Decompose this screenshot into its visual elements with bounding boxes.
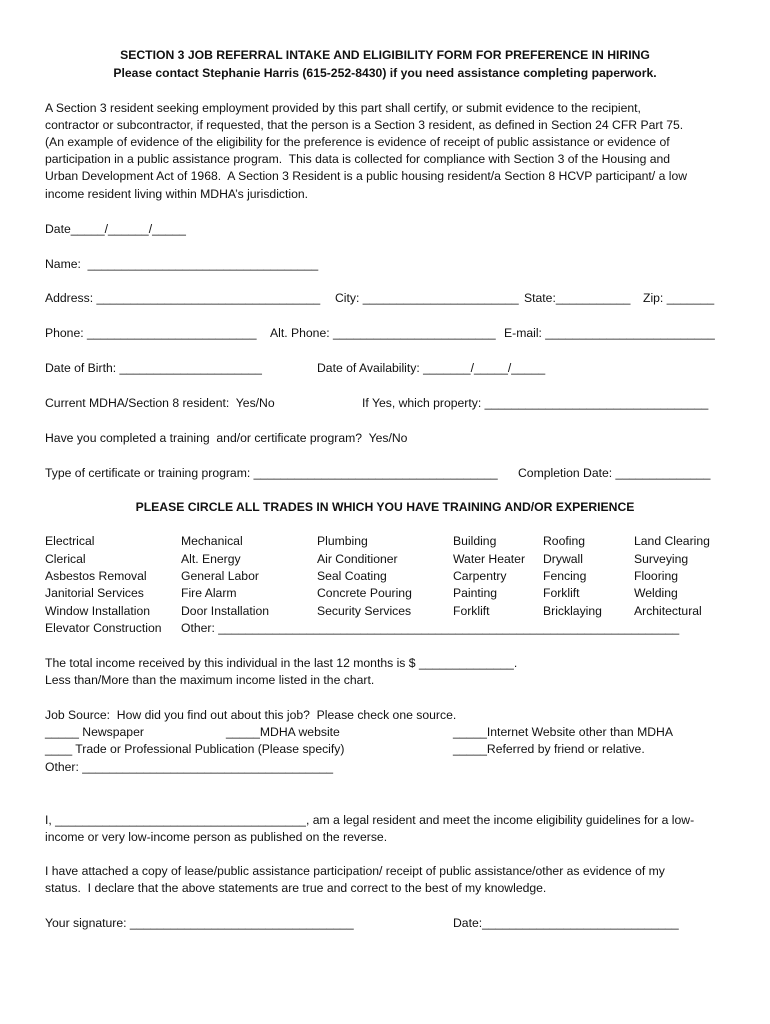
trade-elevator-construction[interactable]: Elevator Construction bbox=[45, 621, 162, 635]
trade-drywall[interactable]: Drywall bbox=[543, 552, 583, 566]
source-other-field[interactable]: Other: _____________________________________ bbox=[45, 760, 334, 774]
income-field[interactable]: The total income received by this individual in the last 12 months is $ ______________. bbox=[45, 656, 518, 670]
form-subtitle: Please contact Stephanie Harris (615-252-8430) if you need assistance completing paperwork. bbox=[113, 66, 657, 80]
trade-concrete-pouring[interactable]: Concrete Pouring bbox=[317, 586, 412, 600]
source-trade-publication[interactable]: ____ Trade or Professional Publication (Please specify) bbox=[45, 742, 345, 756]
availability-field[interactable]: Date of Availability: _______/_____/_____ bbox=[317, 361, 546, 375]
source-newspaper[interactable]: _____ Newspaper bbox=[45, 725, 144, 739]
trade-other-field[interactable]: Other: ____________________________________________________________________ bbox=[181, 621, 680, 635]
certificate-type-field[interactable]: Type of certificate or training program: ____________________________________ bbox=[45, 466, 498, 480]
trade-door-installation[interactable]: Door Installation bbox=[181, 604, 270, 618]
trade-water-heater[interactable]: Water Heater bbox=[453, 552, 526, 566]
email-field[interactable]: E-mail: _________________________ bbox=[504, 326, 715, 340]
trade-mechanical[interactable]: Mechanical bbox=[181, 534, 243, 548]
signature-date-field[interactable]: Date:_____________________________ bbox=[453, 916, 679, 930]
trade-seal-coating[interactable]: Seal Coating bbox=[317, 569, 387, 583]
intro-line: (An example of evidence of the eligibility for the preference is evidence of receipt of public assistance or evidence of bbox=[45, 135, 670, 149]
trade-carpentry[interactable]: Carpentry bbox=[453, 569, 507, 583]
trade-alt-energy[interactable]: Alt. Energy bbox=[181, 552, 241, 566]
declaration-statement: status. I declare that the above statements are true and correct to the best of my knowledge. bbox=[45, 881, 547, 895]
trade-surveying[interactable]: Surveying bbox=[634, 552, 689, 566]
training-question[interactable]: Have you completed a training and/or certificate program? Yes/No bbox=[45, 431, 408, 445]
intro-line: income resident living within MDHA’s jurisdiction. bbox=[45, 187, 309, 201]
completion-date-field[interactable]: Completion Date: ______________ bbox=[518, 466, 711, 480]
trade-forklift[interactable]: Forklift bbox=[453, 604, 490, 618]
trade-electrical[interactable]: Electrical bbox=[45, 534, 95, 548]
property-field[interactable]: If Yes, which property: _________________________________ bbox=[362, 396, 709, 410]
intro-line: contractor or subcontractor, if requested, that the person is a Section 3 resident, as defined in Section 24 CFR Part 75. bbox=[45, 118, 684, 132]
alt-phone-field[interactable]: Alt. Phone: ________________________ bbox=[270, 326, 496, 340]
state-field[interactable]: State:___________ bbox=[524, 291, 631, 305]
intro-line: Urban Development Act of 1968. A Section 3 Resident is a public housing resident/a Section 8 HCVP participant/ a low bbox=[45, 169, 688, 183]
city-field[interactable]: City: _______________________ bbox=[335, 291, 519, 305]
zip-field[interactable]: Zip: _______ bbox=[643, 291, 715, 305]
income-comparison[interactable]: Less than/More than the maximum income listed in the chart. bbox=[45, 673, 375, 687]
source-mdha-website[interactable]: _____MDHA website bbox=[226, 725, 340, 739]
form-title: SECTION 3 JOB REFERRAL INTAKE AND ELIGIBILITY FORM FOR PREFERENCE IN HIRING bbox=[120, 48, 650, 62]
trade-welding[interactable]: Welding bbox=[634, 586, 678, 600]
trade-flooring[interactable]: Flooring bbox=[634, 569, 679, 583]
intro-line: participation in a public assistance program. This data is collected for compliance with Section 3 of the Housing and bbox=[45, 152, 671, 166]
trade-architectural[interactable]: Architectural bbox=[634, 604, 702, 618]
trade-land-clearing[interactable]: Land Clearing bbox=[634, 534, 710, 548]
signature-field[interactable]: Your signature: _________________________________ bbox=[45, 916, 354, 930]
source-internet-website[interactable]: _____Internet Website other than MDHA bbox=[453, 725, 673, 739]
intro-line: A Section 3 resident seeking employment provided by this part shall certify, or submit evidence to the recipient, bbox=[45, 101, 641, 115]
job-source-prompt: Job Source: How did you find out about this job? Please check one source. bbox=[45, 708, 457, 722]
trade-window-installation[interactable]: Window Installation bbox=[45, 604, 150, 618]
dob-field[interactable]: Date of Birth: _____________________ bbox=[45, 361, 262, 375]
trade-forklift[interactable]: Forklift bbox=[543, 586, 580, 600]
trade-clerical[interactable]: Clerical bbox=[45, 552, 86, 566]
trade-roofing[interactable]: Roofing bbox=[543, 534, 586, 548]
trade-general-labor[interactable]: General Labor bbox=[181, 569, 259, 583]
trade-janitorial-services[interactable]: Janitorial Services bbox=[45, 586, 144, 600]
trade-painting[interactable]: Painting bbox=[453, 586, 498, 600]
date-field[interactable]: Date_____/______/_____ bbox=[45, 222, 186, 236]
certification-name-line[interactable]: I, _____________________________________, am a legal resident and meet the income eligibility guidelines for a low- bbox=[45, 813, 695, 827]
attachment-statement: I have attached a copy of lease/public assistance participation/ receipt of public assistance/other as evidence of my bbox=[45, 864, 665, 878]
trade-building[interactable]: Building bbox=[453, 534, 497, 548]
trade-fencing[interactable]: Fencing bbox=[543, 569, 587, 583]
trade-security-services[interactable]: Security Services bbox=[317, 604, 412, 618]
certification-text: income or very low-income person as published on the reverse. bbox=[45, 830, 388, 844]
source-referred[interactable]: _____Referred by friend or relative. bbox=[453, 742, 645, 756]
address-field[interactable]: Address: _________________________________ bbox=[45, 291, 321, 305]
trade-asbestos-removal[interactable]: Asbestos Removal bbox=[45, 569, 147, 583]
trade-fire-alarm[interactable]: Fire Alarm bbox=[181, 586, 237, 600]
resident-question[interactable]: Current MDHA/Section 8 resident: Yes/No bbox=[45, 396, 275, 410]
trade-plumbing[interactable]: Plumbing bbox=[317, 534, 368, 548]
name-field[interactable]: Name: __________________________________ bbox=[45, 257, 319, 271]
phone-field[interactable]: Phone: _________________________ bbox=[45, 326, 257, 340]
trade-bricklaying[interactable]: Bricklaying bbox=[543, 604, 602, 618]
trades-heading: PLEASE CIRCLE ALL TRADES IN WHICH YOU HAVE TRAINING AND/OR EXPERIENCE bbox=[135, 500, 635, 514]
trade-air-conditioner[interactable]: Air Conditioner bbox=[317, 552, 398, 566]
